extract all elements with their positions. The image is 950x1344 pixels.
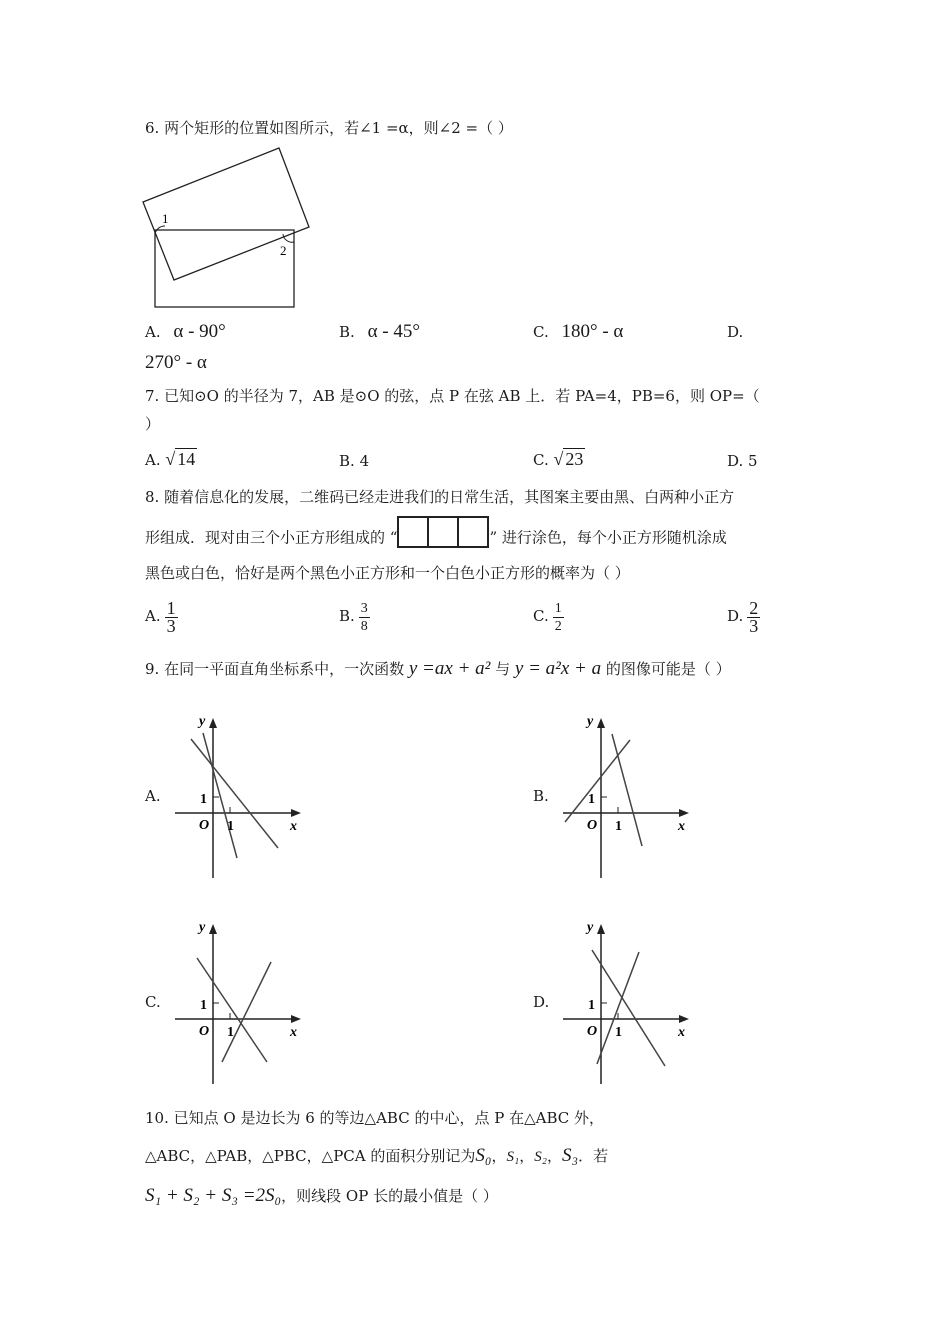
sqrt-sign-icon: √ 14 [165, 449, 196, 469]
y-axis-arrow-icon [209, 718, 217, 728]
line-1 [203, 733, 237, 858]
q9-graph-b [563, 712, 693, 882]
q6-option-d-value: 270° - α [145, 352, 207, 373]
x-axis-label: x [290, 819, 297, 834]
fraction: $\frac{3}{8}$ [360, 600, 368, 634]
q10-line2: △ABC，△PAB，△PBC，△PCA 的面积分别记为S₀，S₁，S₂，S₃．若 [145, 1145, 609, 1166]
x-tick-1: 1 [615, 1025, 622, 1040]
q9-option-d-label[interactable]: D. [533, 993, 550, 1011]
y-axis-label: y [199, 920, 206, 935]
q8-option-d[interactable]: D. $\frac{2}{3}$ [727, 597, 759, 636]
q8-option-a[interactable]: A. $\frac{1}{3}$ [145, 597, 176, 636]
q9-option-b-label[interactable]: B. [533, 787, 549, 805]
x-tick-1: 1 [227, 819, 234, 834]
x-axis-label: x [678, 819, 685, 834]
q10-line1: 10. 已知点 O 是边长为 6 的等边△ABC 的中心，点 P 在△ABC 外， [145, 1109, 604, 1127]
line-2 [565, 740, 630, 822]
y-axis-arrow-icon [209, 924, 217, 934]
x-axis-arrow-icon [679, 1015, 689, 1023]
fraction: $\frac{1}{2}$ [554, 600, 562, 634]
origin-label: O [587, 1024, 598, 1039]
y-axis-arrow-icon [597, 718, 605, 728]
q9-graph-c [175, 918, 305, 1088]
q6-label-1: 1 [162, 211, 169, 226]
q7-option-b[interactable]: B. 4 [339, 452, 370, 470]
q6-option-d[interactable]: D. [727, 323, 744, 341]
q8-line1: 8. 随着信息化的发展，二维码已经走进我们的日常生活，其图案主要由黑、白两种小正方 [145, 488, 735, 506]
q7-option-d[interactable]: D. 5 [727, 452, 758, 470]
q9-option-c-label[interactable]: C. [145, 993, 161, 1011]
y-axis-label: y [587, 920, 594, 935]
q6-option-a[interactable]: A. α - 90° [145, 321, 226, 342]
origin-label: O [199, 1024, 210, 1039]
y-axis-arrow-icon [597, 924, 605, 934]
q8-line3: 黑色或白色，恰好是两个黑色小正方形和一个白色小正方形的概率为（ ） [145, 564, 630, 582]
q7-option-c[interactable]: C. √ 23 [533, 449, 584, 469]
y-axis-label: y [587, 714, 594, 729]
q9-stem: 9. 在同一平面直角坐标系中，一次函数 y =ax + a² 与 y = a²x + a 的图像可能是（ ） [145, 658, 731, 679]
q8-option-b[interactable]: B. $\frac{3}{8}$ [339, 600, 368, 634]
y-tick-1: 1 [588, 998, 595, 1013]
y-tick-1: 1 [200, 792, 207, 807]
x-axis-arrow-icon [679, 809, 689, 817]
q6-option-b[interactable]: B. α - 45° [339, 321, 420, 342]
q6-option-c[interactable]: C. 180° - α [533, 321, 624, 342]
q9-option-a-label[interactable]: A. [145, 787, 161, 805]
three-squares-figure [397, 516, 489, 561]
x-axis-label: x [290, 1025, 297, 1040]
q6-label-2: 2 [280, 243, 287, 258]
q10-line3: S₁ + S₂ + S₃ =2S₀，则线段 OP 长的最小值是（ ） [145, 1185, 498, 1206]
origin-label: O [587, 818, 598, 833]
origin-label: O [199, 818, 210, 833]
q6-stem: 6. 两个矩形的位置如图所示，若∠1 =α，则∠2 =（ ） [145, 119, 513, 137]
x-axis-label: x [678, 1025, 685, 1040]
x-tick-1: 1 [615, 819, 622, 834]
x-axis-arrow-icon [291, 1015, 301, 1023]
y-axis-label: y [199, 714, 206, 729]
q7-stem-end: ） [145, 415, 161, 433]
y-tick-1: 1 [588, 792, 595, 807]
x-tick-1: 1 [227, 1025, 234, 1040]
q7-stem: 7. 已知⊙O 的半径为 7，AB 是⊙O 的弦，点 P 在弦 AB 上．若 PA=4，PB=6，则 OP=（ [145, 387, 760, 405]
q8-line2: 形组成．现对由三个小正方形组成的 “ ” 进行涂色，每个小正方形随机涂成 [145, 516, 727, 561]
q8-option-c[interactable]: C. $\frac{1}{2}$ [533, 600, 562, 634]
q7-option-a[interactable]: A. √ 14 [145, 449, 196, 469]
q6-rectangles-figure [143, 148, 313, 313]
q9-graph-a [175, 712, 305, 882]
y-tick-1: 1 [200, 998, 207, 1013]
fraction: $\frac{1}{3}$ [166, 597, 176, 636]
fraction: $\frac{2}{3}$ [749, 597, 759, 636]
sqrt-sign-icon: √ 23 [553, 449, 584, 469]
q10-equation: S₁ + S₂ + S₃ =2S₀ [145, 1185, 282, 1206]
line-2 [222, 962, 271, 1062]
q9-graph-d [563, 918, 693, 1088]
x-axis-arrow-icon [291, 809, 301, 817]
line-1 [197, 958, 267, 1062]
